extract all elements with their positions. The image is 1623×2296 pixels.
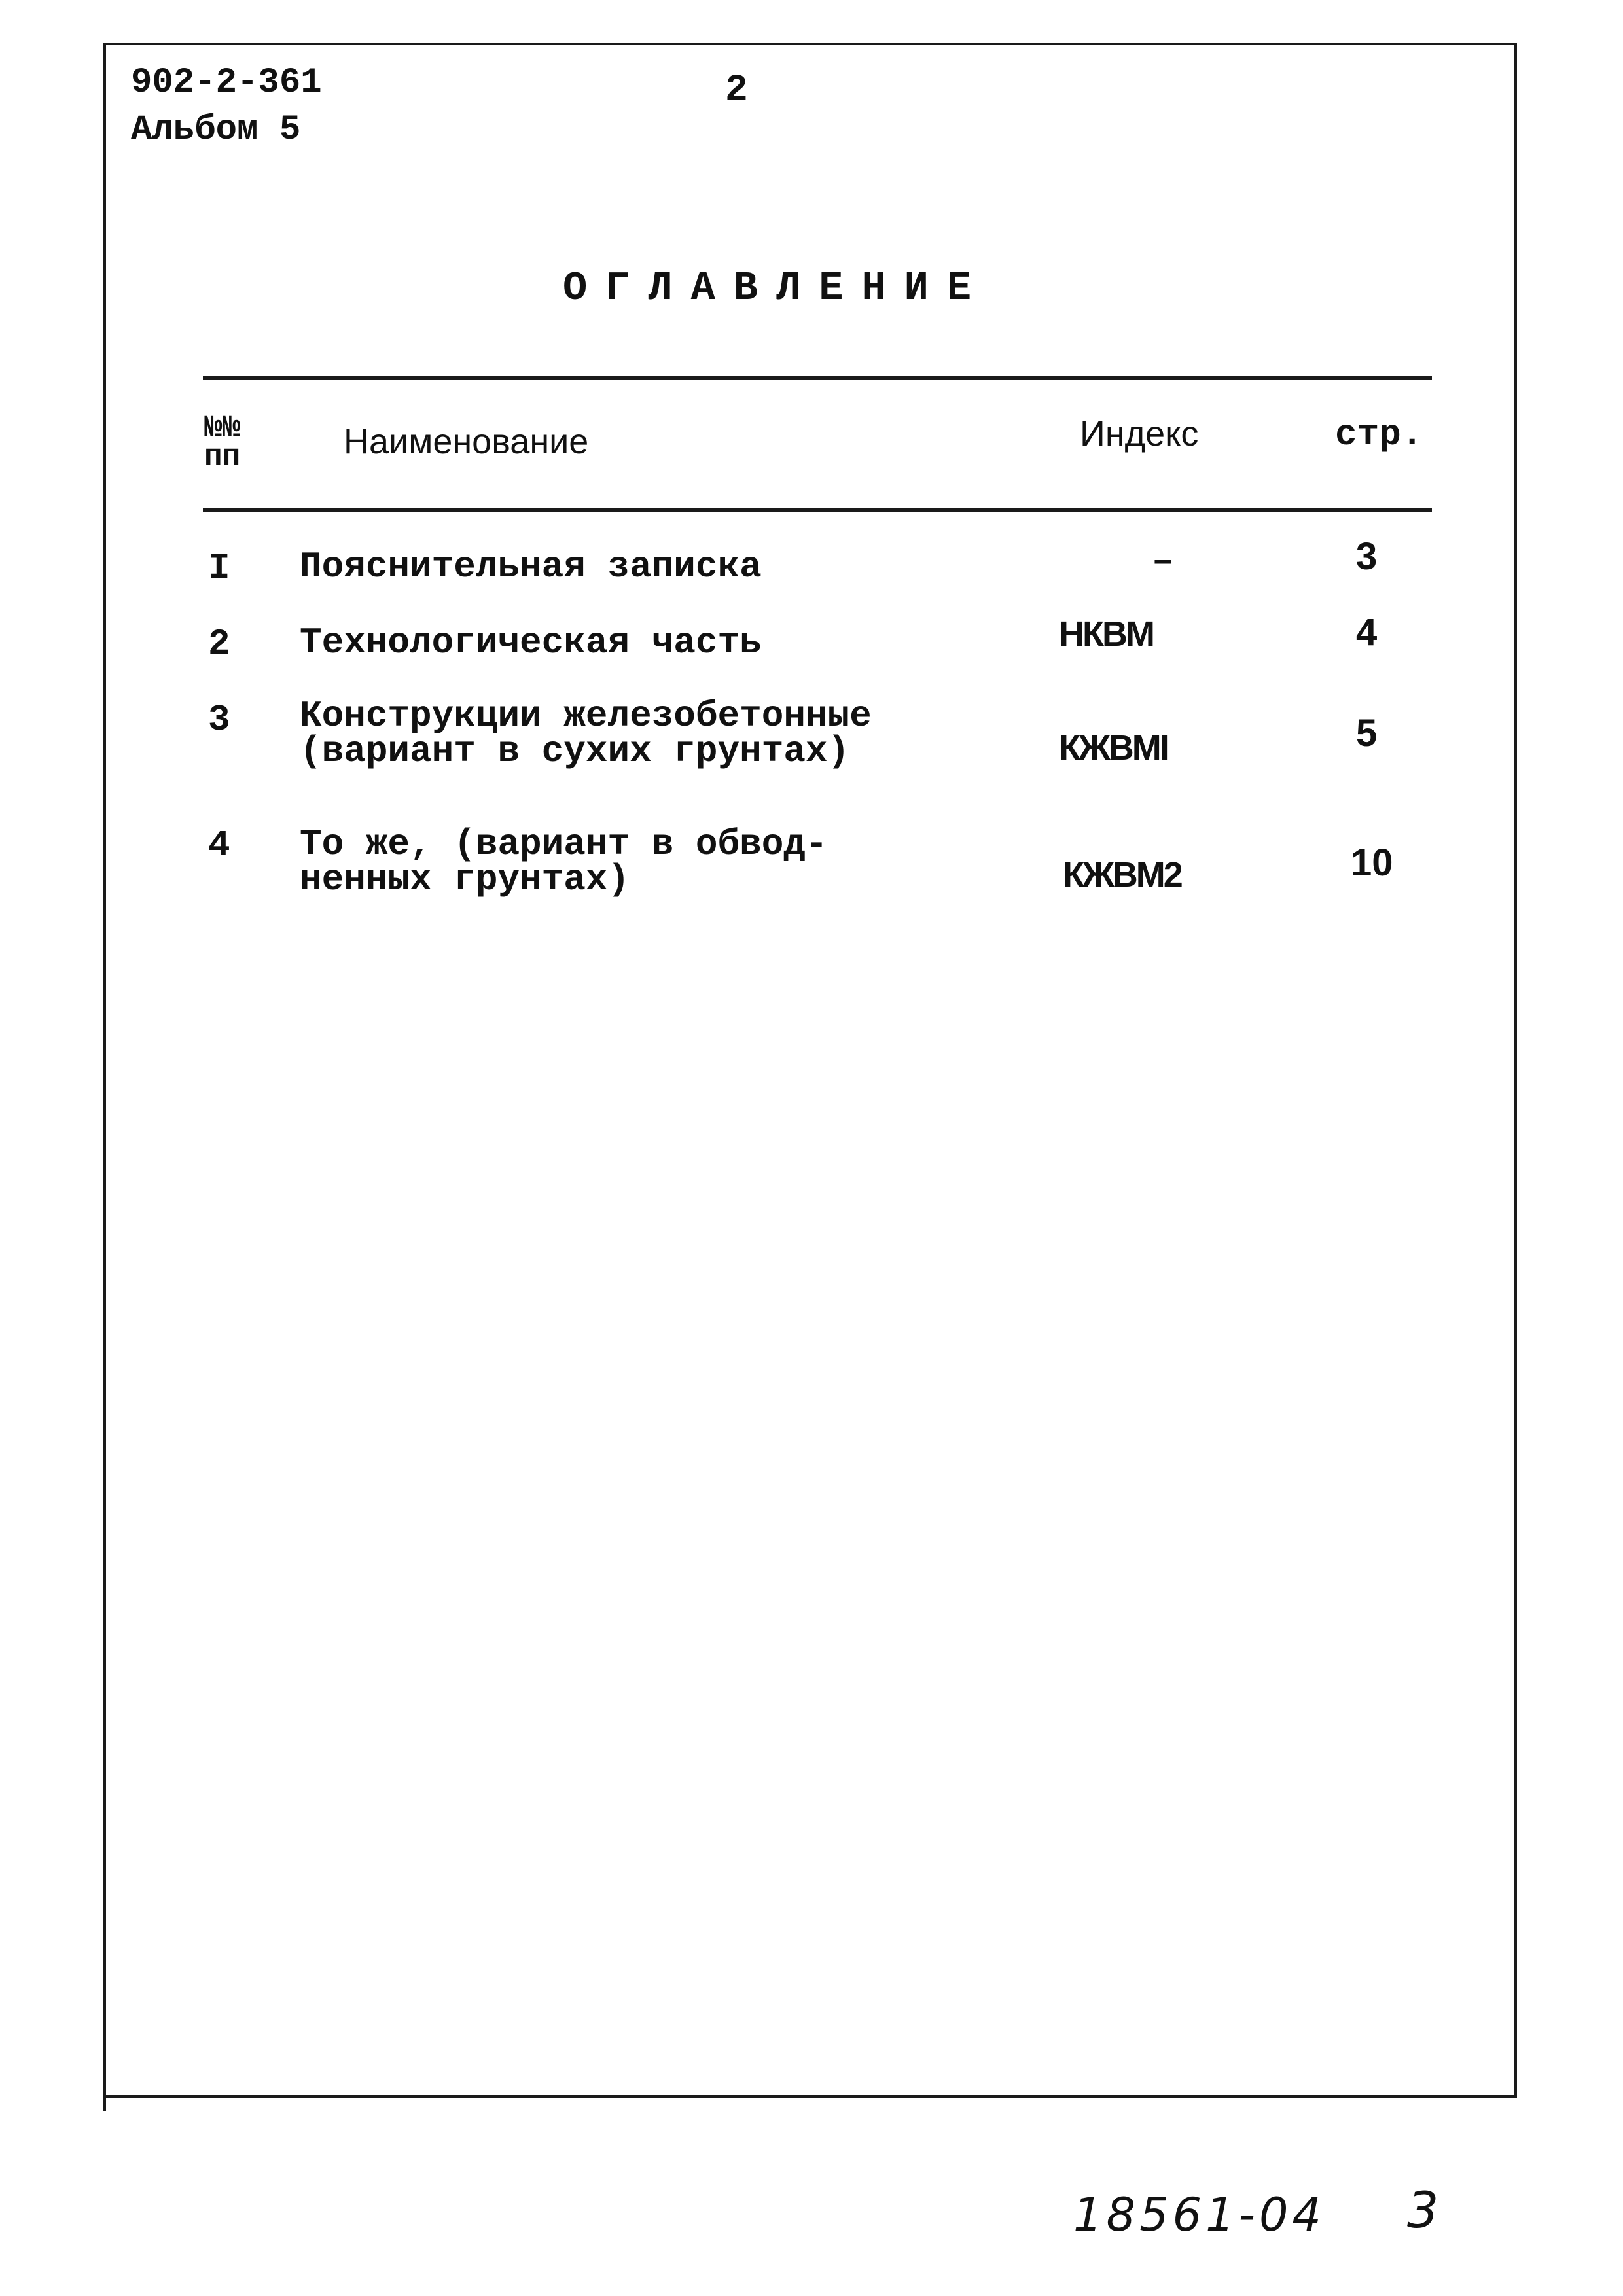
row-index: КЖВМI bbox=[1059, 728, 1168, 768]
frame-corner-tick bbox=[103, 2094, 106, 2111]
table-top-rule bbox=[203, 376, 1432, 380]
row-name-continued: (вариант в сухих грунтах) bbox=[300, 730, 850, 772]
handwritten-code: 18561-04 bbox=[1073, 2188, 1326, 2242]
column-header-index: Индекс bbox=[1080, 414, 1199, 453]
row-name: Технологическая часть bbox=[300, 622, 762, 663]
page-number: 2 bbox=[725, 69, 748, 112]
column-header-page: стр. bbox=[1335, 414, 1423, 455]
table-header-rule bbox=[203, 508, 1432, 512]
row-name-continued: ненных грунтах) bbox=[300, 858, 630, 900]
column-header-number bbox=[204, 411, 257, 474]
handwritten-page-number: 3 bbox=[1407, 2181, 1439, 2239]
row-number: 3 bbox=[208, 699, 230, 741]
row-number: 4 bbox=[208, 824, 230, 866]
row-index: НКВМ bbox=[1059, 614, 1153, 654]
page-title: ОГЛАВЛЕНИЕ bbox=[563, 265, 990, 311]
album-label: Альбом 5 bbox=[131, 110, 301, 150]
row-number: 2 bbox=[208, 623, 230, 665]
row-page: 4 bbox=[1356, 611, 1378, 654]
column-header-number-text: №№ пп bbox=[204, 411, 241, 474]
row-name: Пояснительная записка bbox=[300, 546, 762, 588]
row-index: – bbox=[1152, 540, 1174, 582]
row-number: I bbox=[208, 547, 230, 589]
row-page: 3 bbox=[1356, 535, 1378, 578]
document-code: 902-2-361 bbox=[131, 63, 322, 103]
row-page: 10 bbox=[1351, 841, 1393, 884]
row-name: То же, (вариант в обвод- bbox=[300, 823, 828, 865]
row-page: 5 bbox=[1356, 712, 1378, 754]
column-header-name: Наименование bbox=[344, 422, 589, 461]
frame-corner-tick bbox=[1514, 48, 1517, 59]
row-name: Конструкции железобетонные bbox=[300, 695, 872, 737]
row-index: КЖВМ2 bbox=[1063, 855, 1181, 894]
page-frame bbox=[103, 43, 1517, 2098]
